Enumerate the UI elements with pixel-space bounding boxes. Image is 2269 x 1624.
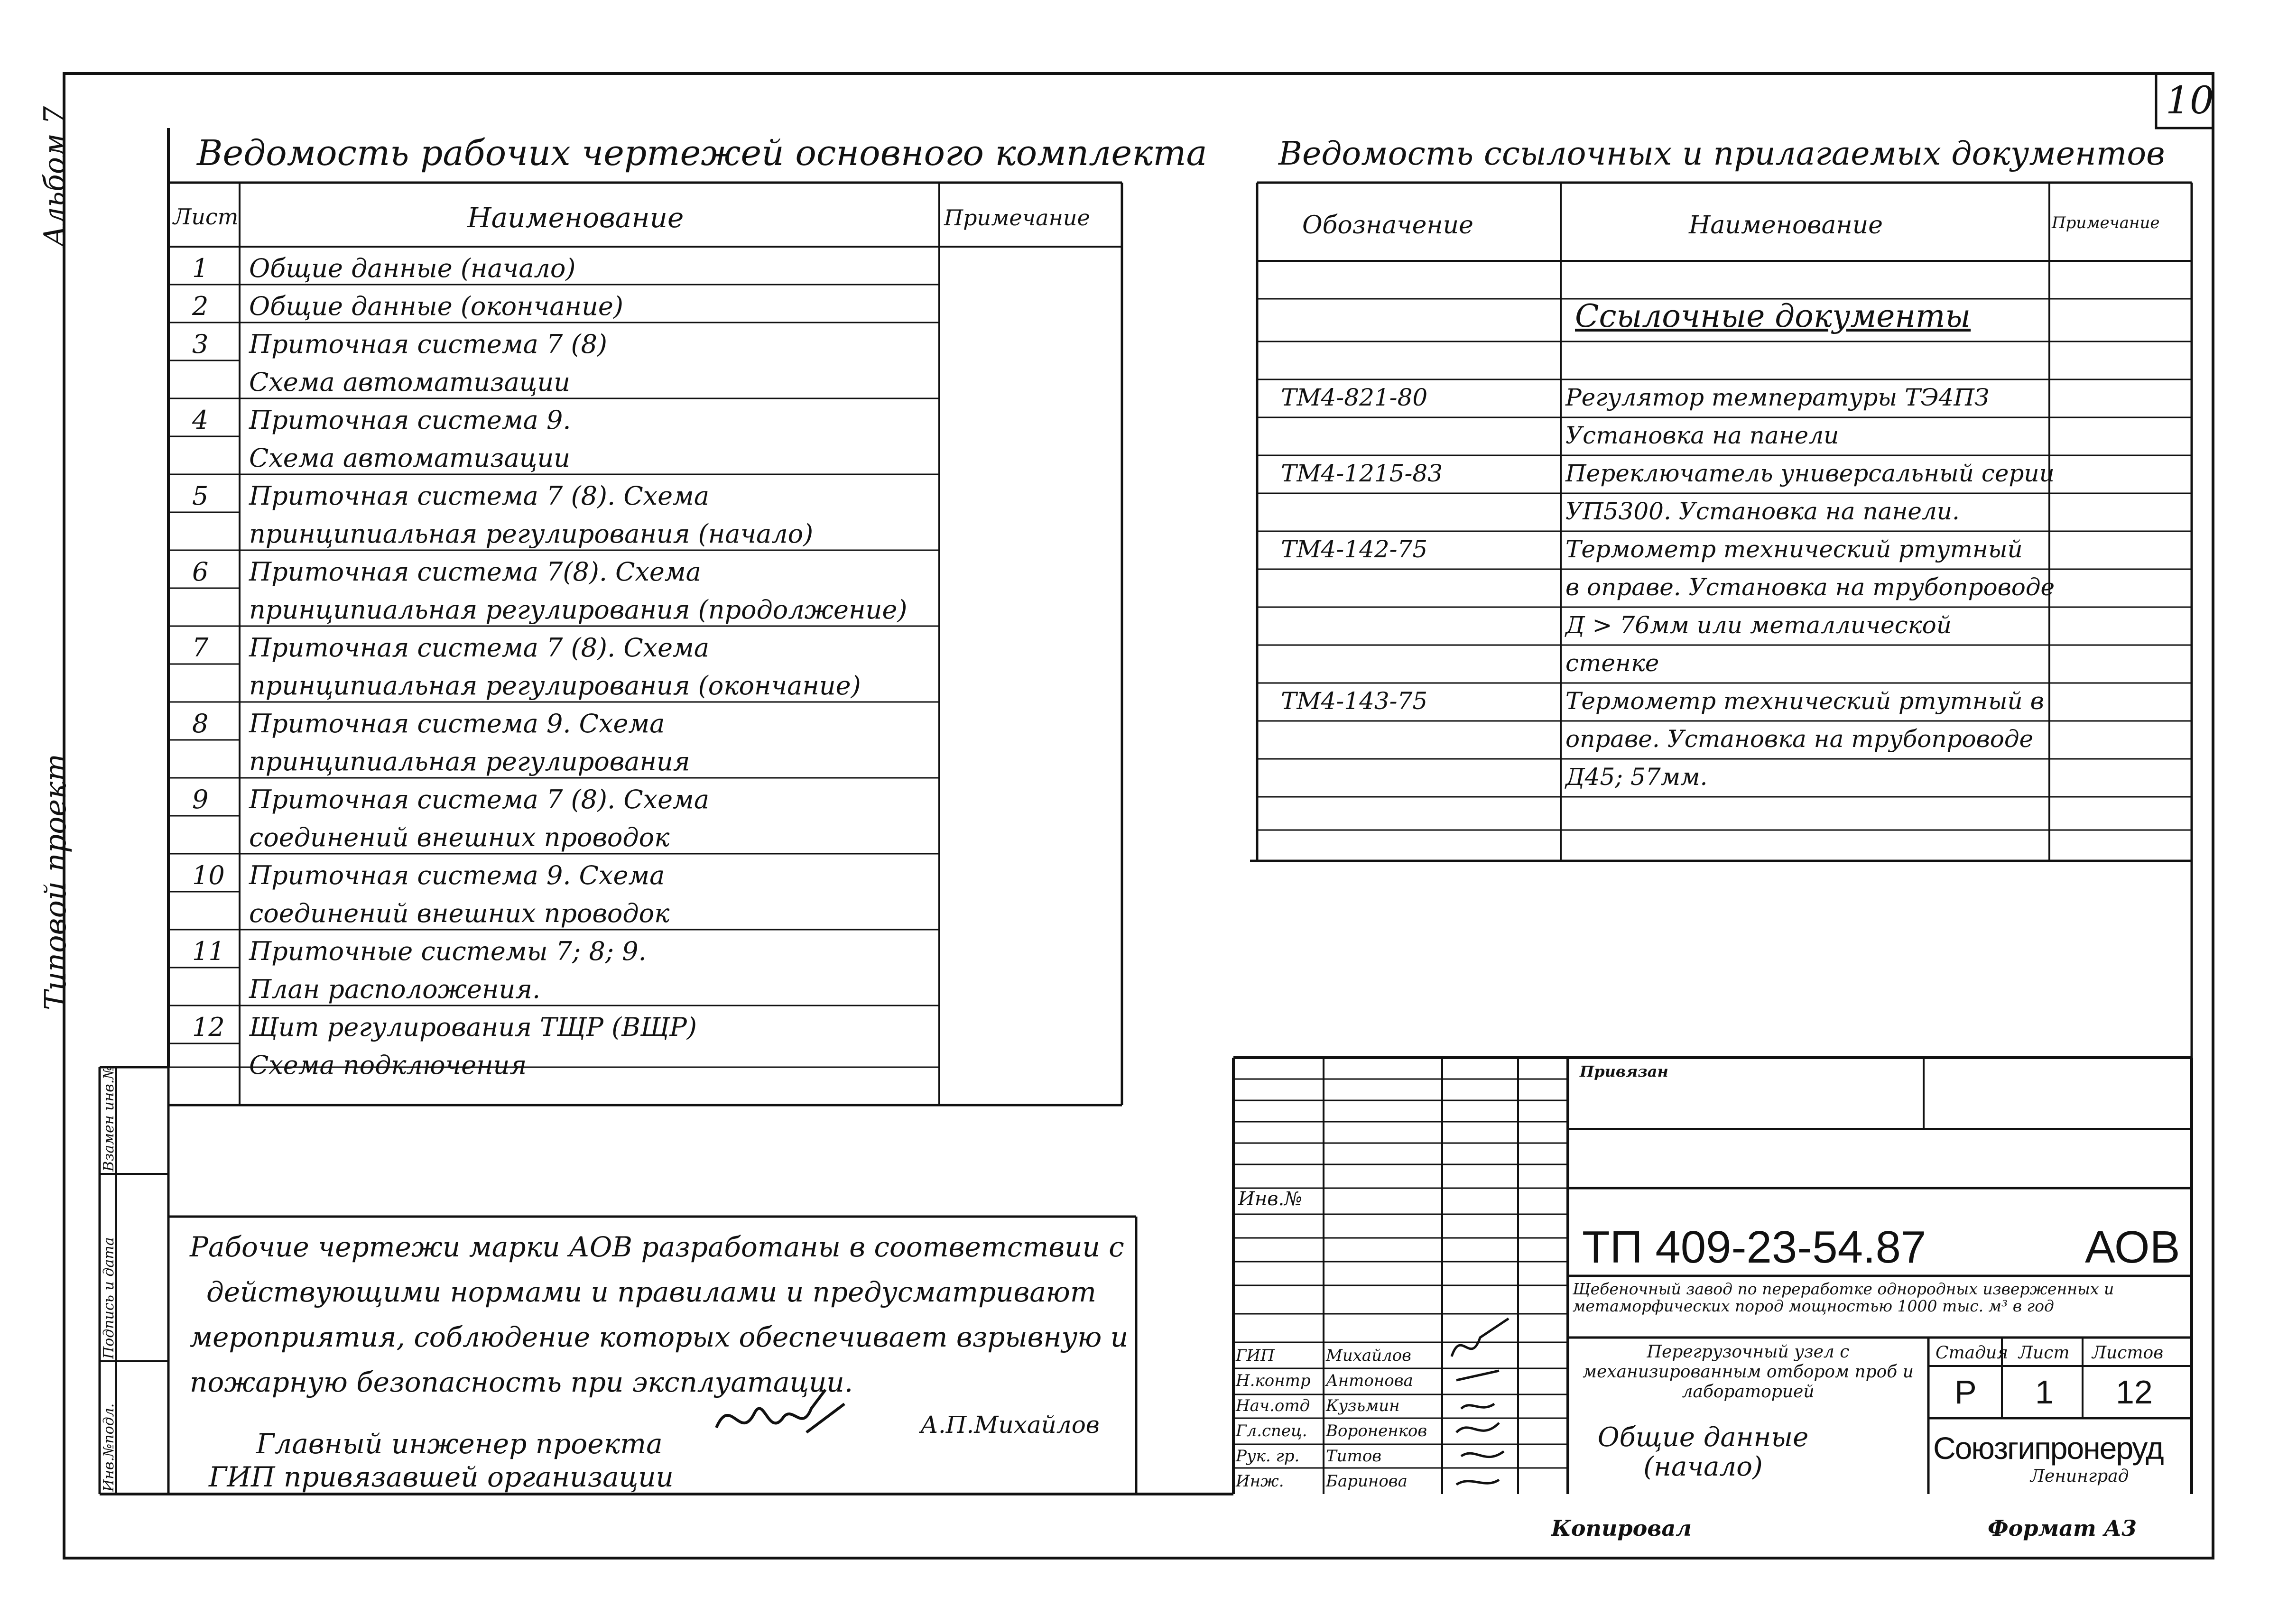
note-line-1: Рабочие чертежи марки АОВ разработаны в соответствии с (190, 1231, 1124, 1263)
gip-binding-label: ГИП привязавшей организации (209, 1461, 674, 1493)
reference-row-name: стенке (1565, 649, 1659, 677)
chief-engineer-signature (712, 1375, 854, 1451)
header-sheet: Лист (173, 204, 239, 230)
staff-name: Вороненков (1326, 1421, 1427, 1440)
drawings-list-title: Ведомость рабочих чертежей основного комплекта (197, 133, 1207, 174)
reference-row-name: УП5300. Установка на панели. (1565, 498, 1960, 525)
drawing-row-sheet: 3 (192, 329, 209, 359)
drawing-row-sheet: 6 (192, 557, 209, 587)
drawing-row-name: соединений внешних проводок (249, 822, 670, 852)
reference-row-designation: ТМ4-821-80 (1281, 384, 1428, 411)
drawing-row-name: Общие данные (начало) (249, 253, 576, 283)
stamp-signature-date: Подпись и дата (101, 1237, 117, 1359)
staff-signatures (1442, 1309, 1528, 1499)
staff-role: Н.контр (1236, 1371, 1311, 1390)
drawing-row-name: План расположения. (249, 974, 541, 1004)
drawing-row-name: принципиальная регулирования (начало) (249, 519, 814, 549)
stamp-replace-inv: Взамен инв.№ (101, 1066, 117, 1172)
note-line-3: мероприятия, соблюдение которых обеспечивает взрывную и (190, 1321, 1129, 1353)
drawing-row-sheet: 1 (192, 253, 209, 283)
sheets-value: 12 (2116, 1374, 2153, 1411)
reference-section-title: Ссылочные документы (1575, 298, 1971, 334)
reference-row-name: Термометр технический ртутный (1565, 535, 2023, 563)
drawing-row-name: Приточная система 7 (8). Схема (249, 784, 710, 814)
drawing-row-name: Схема подключения (249, 1050, 527, 1080)
header-ref-name: Наименование (1689, 211, 1883, 240)
drawing-row-name: Приточная система 9. Схема (249, 860, 665, 890)
staff-name: Титов (1326, 1447, 1382, 1466)
drawing-row-name: принципиальная регулирования (249, 747, 690, 776)
stage-label: Стадия (1936, 1343, 2008, 1363)
sheets-label: Листов (2092, 1343, 2164, 1363)
drawing-row-name: соединений внешних проводок (249, 898, 670, 928)
reference-row-name: Д45; 57мм. (1565, 763, 1708, 791)
inv-label: Инв.№ (1238, 1188, 1303, 1210)
drawing-row-sheet: 12 (192, 1012, 225, 1042)
drawing-row-sheet: 10 (192, 860, 225, 890)
sheet-value: 1 (2035, 1374, 2054, 1411)
reference-docs-title: Ведомость ссылочных и прилагаемых документов (1278, 135, 2165, 173)
project-code: ТП 409-23-54.87 (1582, 1222, 1926, 1273)
drawing-row-name: Приточная система 7 (8). Схема (249, 481, 710, 511)
reference-row-name: Термометр технический ртутный в (1565, 687, 2044, 715)
staff-role: Рук. гр. (1236, 1447, 1300, 1466)
drawing-row-name: Приточные системы 7; 8; 9. (249, 936, 647, 966)
sheet-number: 10 (2166, 78, 2214, 122)
staff-name: Кузьмин (1326, 1396, 1400, 1415)
drawing-row-name: Приточная система 7(8). Схема (249, 557, 701, 587)
header-note: Примечание (944, 205, 1090, 231)
note-line-4: пожарную безопасность при эксплуатации. (190, 1366, 853, 1398)
reference-row-name: Регулятор температуры ТЭ4ПЗ (1565, 384, 1990, 411)
staff-name: Михайлов (1326, 1346, 1411, 1365)
header-name: Наименование (467, 202, 684, 234)
staff-role: Гл.спец. (1236, 1421, 1307, 1440)
drawing-row-name: Приточная система 9. (249, 405, 571, 435)
drawing-row-name: принципиальная регулирования (продолжение) (249, 595, 908, 625)
stage-value: Р (1954, 1374, 1977, 1411)
binding-label: Привязан (1580, 1062, 1668, 1080)
reference-row-name: Д > 76мм или металлической (1565, 611, 1952, 639)
sheet-title: Общие данные (начало) (1597, 1422, 1809, 1482)
drawing-row-name: Щит регулирования ТЩР (ВЩР) (249, 1012, 697, 1042)
drawing-row-name: Общие данные (окончание) (249, 291, 623, 321)
drawing-row-sheet: 8 (192, 709, 209, 738)
drawing-row-sheet: 4 (192, 405, 209, 435)
drawing-row-name: принципиальная регулирования (окончание) (249, 671, 861, 701)
unit-name: Перегрузочный узел с механизированным отбором проб и лабораторией (1583, 1342, 1914, 1402)
reference-row-name: Переключатель универсальный серии (1565, 460, 2055, 487)
stamp-inv-podl: Инв.№подл. (101, 1403, 117, 1492)
staff-name: Антонова (1326, 1371, 1413, 1390)
drawing-row-name: Приточная система 7 (8) (249, 329, 607, 359)
staff-role: Нач.отд (1236, 1396, 1310, 1415)
reference-row-designation: ТМ4-1215-83 (1281, 460, 1443, 487)
drawing-row-sheet: 5 (192, 481, 209, 511)
drawing-row-name: Схема автоматизации (249, 443, 571, 473)
reference-row-name: оправе. Установка на трубопроводе (1565, 725, 2034, 753)
sheet-label: Лист (2019, 1343, 2070, 1363)
drawing-row-sheet: 7 (192, 633, 209, 663)
note-line-2: действующими нормами и правилами и предусматривают (206, 1276, 1096, 1308)
drawing-row-sheet: 11 (192, 936, 225, 966)
reference-row-designation: ТМ4-143-75 (1281, 687, 1428, 715)
drawing-row-sheet: 9 (192, 784, 209, 814)
staff-name: Баринова (1326, 1472, 1408, 1491)
project-mark: АОВ (2085, 1222, 2180, 1273)
drawing-row-sheet: 2 (192, 291, 209, 321)
album-label: Альбом 7 (38, 106, 71, 247)
drawing-row-name: Приточная система 9. Схема (249, 709, 665, 738)
object-name: Щебеночный завод по переработке однородных изверженных и метаморфических пород мощностью 1000 тыс. м³ в год (1573, 1280, 2114, 1315)
reference-row-name: Установка на панели (1565, 422, 1839, 449)
reference-row-name: в оправе. Установка на трубопроводе (1565, 573, 2055, 601)
header-ref-note: Примечание (2052, 213, 2160, 232)
copied-label: Копировал (1551, 1515, 1692, 1541)
reference-row-designation: ТМ4-142-75 (1281, 535, 1428, 563)
format-label: Формат А3 (1988, 1515, 2137, 1541)
organization-name: Союзгипронеруд (1933, 1430, 2163, 1466)
chief-engineer-label: Главный инженер проекта (256, 1428, 663, 1460)
chief-engineer-name: А.П.Михайлов (920, 1411, 1100, 1439)
drawing-row-name: Схема автоматизации (249, 367, 571, 397)
organization-city: Ленинград (2030, 1467, 2129, 1486)
header-designation: Обозначение (1302, 211, 1473, 240)
staff-role: ГИП (1236, 1346, 1275, 1365)
staff-role: Инж. (1236, 1472, 1284, 1491)
drawing-row-name: Приточная система 7 (8). Схема (249, 633, 710, 663)
project-type-label: Типовой проект (38, 753, 73, 1010)
